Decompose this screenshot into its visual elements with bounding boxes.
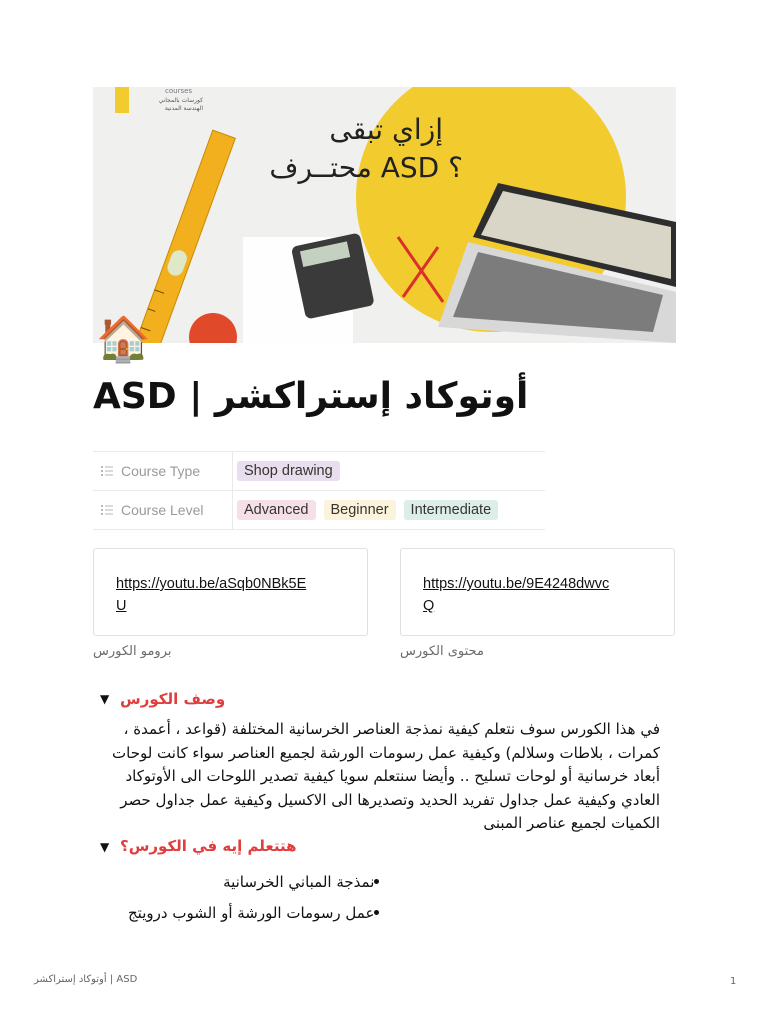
logo-text: courses: [165, 87, 193, 95]
toggle-triangle-icon[interactable]: ▼: [100, 692, 110, 706]
content-link-card[interactable]: [400, 548, 675, 636]
promo-link[interactable]: https://youtu.be/aSqb0NBk5E U: [116, 576, 307, 614]
bullet-icon: [374, 879, 379, 884]
cover-headline-1: إزاي تبقى: [329, 113, 443, 146]
property-key[interactable]: [93, 452, 233, 490]
logo-mark: [115, 87, 129, 113]
content-link[interactable]: https://youtu.be/9E4248dwvc Q: [423, 576, 610, 614]
cover-headline-2: محتــرف ASD ؟: [269, 151, 463, 184]
content-caption: محتوى الكورس: [400, 644, 484, 659]
tag-advanced[interactable]: Advanced: [237, 500, 316, 520]
property-key[interactable]: [93, 491, 233, 529]
description-body: في هذا الكورس سوف نتعلم كيفية نمذجة العناصر الخرسانية المختلفة (قواعد ، أعمدة ، كمرات ، بلاطات وسلالم) وكيفية عمل رسومات الورشة لجميع العناصر سواء كانت لوحات أبعاد خرسانية أو لوحات تسليح .. وأيضا سنتعلم سويا كيفية تصدير اللوحات الى الأوتوكاد العادي وكيفية عمل جداول تفريد الحديد وتصديرها الى الاكسيل وكيفية عمل جداول حصر الكميات لجميع عناصر المبنى: [112, 720, 660, 832]
page-icon: 🏠: [96, 314, 151, 365]
property-key-label: Course Level: [121, 502, 204, 518]
property-row-course-type: [93, 452, 545, 491]
page-title: ASD | أوتوكاد إستراكشر: [93, 376, 529, 417]
list-item: عمل رسومات الورشة أو الشوب درويتج: [128, 897, 393, 928]
property-value[interactable]: [233, 452, 340, 490]
learn-heading[interactable]: هتتعلم إيه في الكورس؟: [120, 837, 297, 855]
property-row-course-level: [93, 491, 545, 530]
toggle-triangle-icon[interactable]: ▼: [100, 840, 110, 854]
footer-page-number: 1: [730, 976, 737, 987]
cover-image: [93, 87, 676, 343]
bullet-icon: [374, 910, 379, 915]
properties-table: [93, 451, 545, 530]
page-title-wrap: [93, 376, 528, 417]
promo-caption: برومو الكورس: [93, 644, 172, 659]
tag-beginner[interactable]: Beginner: [324, 500, 396, 520]
cover-illustration: [93, 87, 676, 343]
footer-title: ASD | أوتوكاد إستراكشر: [34, 974, 138, 985]
promo-link-card[interactable]: [93, 548, 368, 636]
tag-shop-drawing[interactable]: Shop drawing: [237, 461, 340, 481]
description-heading[interactable]: وصف الكورس: [120, 690, 226, 708]
list-icon: [101, 505, 113, 515]
learn-list: [128, 866, 393, 928]
list-icon: [101, 466, 113, 476]
property-value[interactable]: [233, 491, 498, 529]
tag-intermediate[interactable]: Intermediate: [404, 500, 499, 520]
list-item: نمذجة المباني الخرسانية: [128, 866, 393, 897]
logo-text-ar2: الهندسة المدنية: [164, 105, 203, 112]
property-key-label: Course Type: [121, 463, 201, 479]
logo-text-ar1: كورسات بالمجاني: [158, 97, 203, 104]
